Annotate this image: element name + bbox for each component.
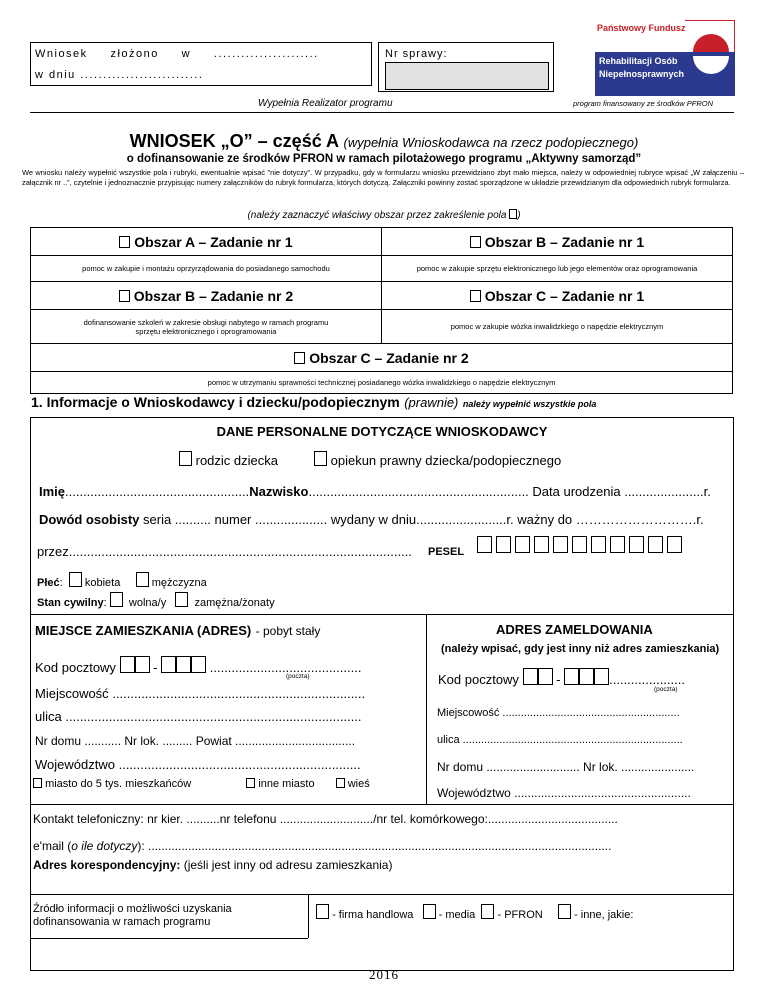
postal-r-digit-1[interactable] bbox=[523, 668, 538, 685]
residence-title-text: MIEJSCE ZAMIESZKANIA (ADRES) bbox=[35, 623, 252, 638]
area-c2-desc: pomoc w utrzymaniu sprawności technicznej posiadanego wózka inwalidzkiego o napędzie elektrycznym bbox=[31, 372, 733, 394]
submission-box bbox=[30, 42, 372, 86]
title-main: WNIOSEK „O” – część A bbox=[129, 131, 340, 151]
city-left[interactable] bbox=[35, 686, 365, 701]
area-b1-desc: pomoc w zakupie sprzętu elektronicznego lub jego elementów oraz oprogramowania bbox=[382, 256, 733, 282]
case-number-box bbox=[378, 42, 554, 92]
src-firm-label: - firma handlowa bbox=[332, 909, 414, 921]
locality-type bbox=[33, 778, 370, 790]
area-c1-desc: pomoc w zakupie wózka inwalidzkiego o napędzie elektrycznym bbox=[382, 310, 733, 344]
area-c1-checkbox[interactable] bbox=[470, 290, 481, 302]
area-b1-checkbox[interactable] bbox=[470, 236, 481, 248]
logo-line2: Rehabilitacji Osób bbox=[599, 56, 678, 66]
area-c2[interactable] bbox=[31, 344, 733, 372]
city-field[interactable]: ...................................................................... bbox=[112, 686, 366, 701]
src-pfron-checkbox[interactable] bbox=[481, 904, 494, 919]
contact-top-line bbox=[31, 804, 733, 805]
section1-title: 1. Informacje o Wnioskodawcy i dziecku/podopiecznym bbox=[31, 394, 400, 410]
pesel-digit-9[interactable] bbox=[629, 536, 644, 553]
registered-note-text: należy wpisać, gdy jest inny niż adres zamieszkania bbox=[444, 643, 716, 655]
postal-r-digit-2[interactable] bbox=[538, 668, 553, 685]
first-name-label: Imię bbox=[39, 484, 66, 499]
small-town-checkbox[interactable] bbox=[33, 778, 42, 788]
case-number-label: Nr sprawy: bbox=[385, 48, 448, 60]
marital-row: Stan cywilny: wolna/y zamężna/żonaty bbox=[37, 592, 275, 609]
voiv-label: Województwo bbox=[35, 757, 115, 772]
registered-note: (należy wpisać, gdy jest inny niż adres zamieszkania) bbox=[441, 643, 720, 655]
area-a1[interactable] bbox=[31, 228, 382, 256]
pfron-logo bbox=[595, 20, 735, 96]
mark-area-end: ) bbox=[517, 210, 521, 221]
section1-paren: (prawnie) bbox=[404, 395, 459, 410]
pesel-digit-11[interactable] bbox=[667, 536, 682, 553]
city-label: Miejscowość bbox=[35, 686, 109, 701]
opt-guardian-label: opiekun prawny dziecka/podopiecznego bbox=[330, 453, 562, 468]
parent-checkbox[interactable] bbox=[179, 451, 192, 466]
mark-area-text: (należy zaznaczyć właściwy obszar przez zakreślenie pola bbox=[247, 210, 507, 221]
src-other-label: - inne, jakie: bbox=[574, 909, 634, 921]
opt-guardian[interactable] bbox=[314, 451, 561, 468]
street-label: ulica bbox=[35, 709, 62, 724]
areas-table bbox=[30, 227, 733, 394]
submitted-date[interactable]: w dniu ........................... bbox=[35, 69, 204, 81]
form-title bbox=[0, 131, 768, 152]
pesel-label: PESEL bbox=[428, 546, 465, 558]
personal-header: DANE PERSONALNE DOTYCZĄCE WNIOSKODAWCY bbox=[216, 424, 548, 439]
area-a1-desc: pomoc w zakupie i montażu oprzyrządowania do posiadanego samochodu bbox=[31, 256, 382, 282]
src-media-label: - media bbox=[438, 909, 476, 921]
area-b1[interactable] bbox=[382, 228, 733, 256]
other-town-label: inne miasto bbox=[258, 778, 315, 790]
id-row[interactable] bbox=[39, 512, 704, 527]
postal-digit-3[interactable] bbox=[161, 656, 176, 673]
src-other-checkbox[interactable] bbox=[558, 904, 571, 919]
section1-note: należy wypełnić wszystkie pola bbox=[462, 399, 597, 409]
registered-title: ADRES ZAMELDOWANIA bbox=[496, 622, 653, 637]
opt-parent[interactable] bbox=[179, 451, 278, 468]
residence-title bbox=[35, 622, 320, 640]
single-checkbox[interactable] bbox=[110, 592, 123, 607]
area-a1-checkbox[interactable] bbox=[119, 236, 130, 248]
header-divider bbox=[30, 112, 734, 113]
id-fields[interactable]: seria .......... numer .................... wydany w dniu.........................r. ważny do ……………………….r. bbox=[143, 512, 704, 527]
instructions: We wniosku należy wypełnić wszystkie pola i rubryki, ewentualnie wpisać "nie dotyczy". W przypadku, gdy w formularzu wniosku przewidziano zbyt mało miejsca, należy w odpowiedniej rubryce wpisać „W załączeniu – załącznik nr ..”, czytelnie i jednoznacznie przypisując numery załączników do rubryk formularza, których dotyczą. Załączniki powinny zostać sporządzone w układzie przewidzianym dla odpowiednich rubryk formularza. bbox=[22, 168, 744, 187]
realizator-note: Wypełnia Realizator programu bbox=[258, 98, 393, 109]
pesel-digit-3[interactable] bbox=[515, 536, 530, 553]
street-left[interactable] bbox=[35, 709, 362, 724]
voivodeship-right[interactable]: Województwo ..................................................... bbox=[437, 786, 691, 800]
postal-label-r: Kod pocztowy bbox=[438, 672, 519, 687]
mark-area-note bbox=[0, 209, 768, 221]
case-number-field[interactable] bbox=[385, 62, 549, 90]
first-name-field[interactable]: ................................................... bbox=[65, 484, 250, 499]
birth-date-field[interactable]: Data urodzenia ......................r. bbox=[532, 484, 711, 499]
street-right[interactable]: ulica ........................................................................ bbox=[437, 734, 683, 746]
small-town-label: miasto do 5 tys. mieszkańców bbox=[45, 778, 192, 790]
corr-note: (jeśli jest inny od adresu zamieszkania) bbox=[183, 858, 393, 872]
area-c2-title: Obszar C – Zadanie nr 2 bbox=[309, 349, 469, 366]
postal-digit-2[interactable] bbox=[135, 656, 150, 673]
source-top-line bbox=[31, 894, 733, 895]
other-town-checkbox[interactable] bbox=[246, 778, 255, 788]
post-office-field-r[interactable]: ..................... bbox=[609, 672, 685, 687]
source-options bbox=[316, 904, 633, 921]
postal-r-digit-4[interactable] bbox=[579, 668, 594, 685]
married-label: zamężna/żonaty bbox=[194, 597, 275, 609]
src-media-checkbox[interactable] bbox=[423, 904, 436, 919]
area-a1-title: Obszar A – Zadanie nr 1 bbox=[134, 233, 293, 250]
area-b2[interactable] bbox=[31, 282, 382, 310]
area-c2-checkbox[interactable] bbox=[294, 352, 305, 364]
postal-digit-4[interactable] bbox=[176, 656, 191, 673]
contact-phone-field[interactable]: Kontakt telefoniczny: nr kier. ..........nr telefonu ............................/nr tel. komórkowego:....................................... bbox=[33, 812, 618, 826]
postal-r-digit-3[interactable] bbox=[564, 668, 579, 685]
pesel-digit-4[interactable] bbox=[534, 536, 549, 553]
house-left[interactable]: Nr domu ........... Nr lok. ......... Powiat .................................... bbox=[35, 734, 356, 748]
src-pfron-label: - PFRON bbox=[497, 909, 543, 921]
postal-digit-5[interactable] bbox=[191, 656, 206, 673]
postal-right[interactable]: Kod pocztowy - ..................... bbox=[438, 668, 685, 687]
area-b2-checkbox[interactable] bbox=[119, 290, 130, 302]
pesel-digit-2[interactable] bbox=[496, 536, 511, 553]
corr-label: Adres korespondencyjny: bbox=[33, 858, 181, 872]
area-b2-desc: dofinansowanie szkoleń w zakresie obsługi nabytego w ramach programu sprzętu elektronicznego i oprogramowania bbox=[31, 310, 382, 344]
sex-row: Płeć: kobieta mężczyzna bbox=[37, 572, 207, 589]
area-b1-title: Obszar B – Zadanie nr 1 bbox=[484, 233, 645, 250]
opt-parent-label: rodzic dziecka bbox=[195, 453, 278, 468]
last-name-label: Nazwisko bbox=[249, 484, 309, 499]
address-divider bbox=[426, 614, 427, 804]
postal-r-digit-5[interactable] bbox=[594, 668, 609, 685]
name-row[interactable] bbox=[39, 484, 711, 499]
source-divider bbox=[308, 894, 309, 938]
village-label: wieś bbox=[347, 778, 370, 790]
pesel-digit-5[interactable] bbox=[553, 536, 568, 553]
email-field[interactable]: ): ........................................................................................................................................... bbox=[137, 839, 612, 853]
address-top-line bbox=[31, 614, 733, 615]
single-label: wolna/y bbox=[128, 597, 167, 609]
email-italic: o ile dotyczy bbox=[71, 839, 138, 853]
title-suffix: (wypełnia Wnioskodawca na rzecz podopiecznego) bbox=[343, 135, 639, 150]
source-bottom-line bbox=[31, 938, 308, 939]
male-checkbox[interactable] bbox=[136, 572, 149, 587]
personal-data-section bbox=[30, 417, 734, 971]
voiv-field[interactable]: ................................................................... bbox=[118, 757, 361, 772]
email-row[interactable] bbox=[33, 839, 611, 853]
source-label: Źródło informacji o możliwości uzyskania dofinansowania w ramach programu bbox=[33, 903, 232, 928]
house-right[interactable]: Nr domu ............................ Nr lok. ...................... bbox=[437, 760, 695, 774]
pesel-digit-1[interactable] bbox=[477, 536, 492, 553]
post-office-field[interactable]: .......................................... bbox=[209, 660, 362, 675]
email-label: e'mail ( bbox=[33, 839, 72, 853]
area-b2-title: Obszar B – Zadanie nr 2 bbox=[133, 287, 294, 304]
post-office-hint-left: (poczta) bbox=[286, 673, 310, 680]
village-checkbox[interactable] bbox=[336, 778, 345, 788]
residence-suffix: - pobyt stały bbox=[255, 624, 321, 638]
pesel-digit-8[interactable] bbox=[610, 536, 625, 553]
female-checkbox[interactable] bbox=[69, 572, 82, 587]
city-right[interactable]: Miejscowość .......................................................... bbox=[437, 707, 680, 719]
postal-digit-1[interactable] bbox=[120, 656, 135, 673]
footer-year: 2016 bbox=[369, 967, 399, 982]
marital-label: Stan cywilny bbox=[37, 597, 104, 609]
pesel-digit-10[interactable] bbox=[648, 536, 663, 553]
street-field[interactable]: .................................................................................. bbox=[65, 709, 362, 724]
src-firm-checkbox[interactable] bbox=[316, 904, 329, 919]
correspondence-row[interactable] bbox=[33, 858, 392, 872]
postal-label: Kod pocztowy bbox=[35, 660, 116, 675]
male-label: mężczyzna bbox=[151, 577, 207, 589]
postal-left[interactable]: Kod pocztowy - .......................................... bbox=[35, 656, 361, 675]
funding-note: program finansowany ze środków PFRON bbox=[573, 99, 714, 108]
logo-line3: Niepełnosprawnych bbox=[599, 69, 685, 79]
voivodeship-left[interactable] bbox=[35, 757, 361, 772]
logo-line1: Państwowy Fundusz bbox=[597, 23, 686, 33]
pesel-digit-7[interactable] bbox=[591, 536, 606, 553]
pesel-digit-6[interactable] bbox=[572, 536, 587, 553]
last-name-field[interactable]: ............................................................. bbox=[308, 484, 529, 499]
post-office-hint-right: (poczta) bbox=[654, 686, 678, 693]
female-label: kobieta bbox=[84, 577, 121, 589]
guardian-checkbox[interactable] bbox=[314, 451, 327, 466]
area-c1-title: Obszar C – Zadanie nr 1 bbox=[484, 287, 645, 304]
submitted-label: Wniosek złożono w ....................... bbox=[35, 48, 319, 60]
pesel-field[interactable] bbox=[477, 536, 686, 557]
form-subtitle: o dofinansowanie ze środków PFRON w ramach pilotażowego programu „Aktywny samorząd” bbox=[126, 153, 642, 165]
married-checkbox[interactable] bbox=[175, 592, 188, 607]
issued-by-field[interactable]: przez............................................................................................... bbox=[37, 544, 412, 559]
area-c1[interactable] bbox=[382, 282, 733, 310]
id-label: Dowód osobisty bbox=[39, 512, 140, 527]
logo-circle-icon bbox=[691, 24, 731, 92]
sex-label: Płeć bbox=[37, 577, 60, 589]
section1-heading bbox=[31, 394, 596, 412]
